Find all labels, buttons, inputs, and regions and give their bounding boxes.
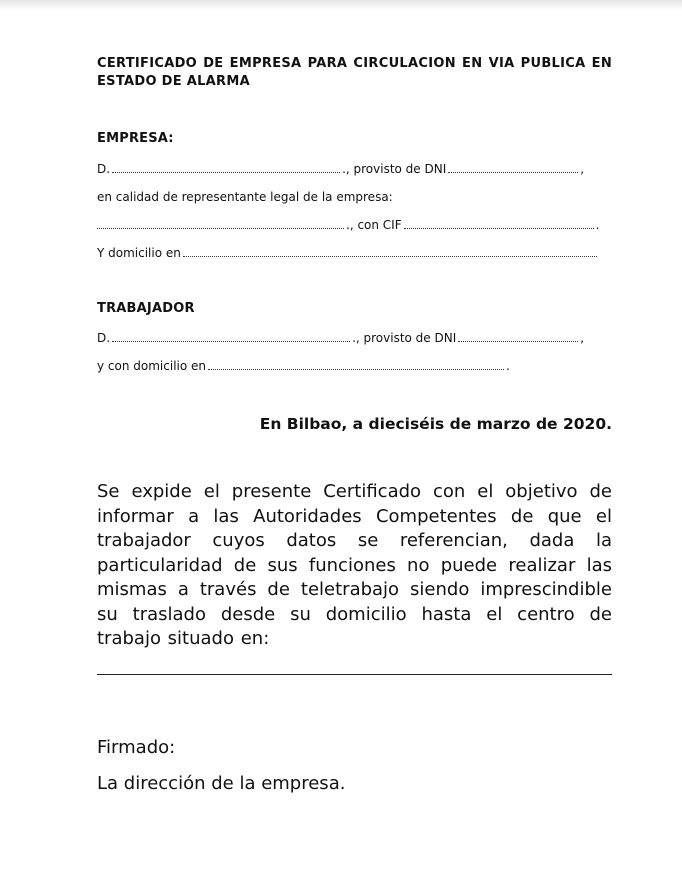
empresa-cif-suffix: . <box>595 218 600 232</box>
trabajador-name-blank[interactable] <box>112 330 350 342</box>
trabajador-dni-label: ., provisto de DNI <box>352 331 457 345</box>
trabajador-dni-blank[interactable] <box>458 330 578 342</box>
trabajador-name-prefix: D. <box>97 331 111 345</box>
trabajador-address-line <box>97 358 612 374</box>
empresa-address-label: Y domicilio en <box>97 246 181 260</box>
certificate-body: Se expide el presente Certificado con el objetivo de informar a las Autoridades Competentes de que el trabajador cuyos datos se referencian, dada la particularidad de sus funciones no puede realizar las mismas a través de teletrabajo siendo imprescindible su traslado desde su domicilio hasta el centro de trabajo situado en: <box>97 481 612 649</box>
empresa-dni-suffix: , <box>580 162 585 176</box>
empresa-dni-blank[interactable] <box>448 161 578 173</box>
empresa-address-blank[interactable] <box>183 245 597 257</box>
document-title: CERTIFICADO DE EMPRESA PARA CIRCULACION EN VIA PUBLICA EN ESTADO DE ALARMA <box>97 56 612 89</box>
trabajador-address-label: y con domicilio en <box>97 359 207 373</box>
empresa-company-line <box>97 217 612 233</box>
trabajador-heading: TRABAJADOR <box>97 301 195 316</box>
empresa-representative-name-blank[interactable] <box>112 161 340 173</box>
empresa-company-name-blank[interactable] <box>97 217 344 229</box>
page-top-shadow <box>0 0 682 10</box>
trabajador-address-blank[interactable] <box>208 358 504 370</box>
empresa-dni-label: ., provisto de DNI <box>342 162 447 176</box>
workplace-address-blank-line[interactable] <box>97 674 612 675</box>
empresa-name-prefix: D. <box>97 162 111 176</box>
signature-entity: La dirección de la empresa. <box>97 773 346 794</box>
place-date: En Bilbao, a dieciséis de marzo de 2020. <box>259 415 612 433</box>
empresa-cif-blank[interactable] <box>404 217 594 229</box>
trabajador-address-suffix: . <box>506 359 510 373</box>
empresa-capacity-line: en calidad de representante legal de la empresa: <box>97 190 393 204</box>
empresa-representative-line <box>97 161 612 177</box>
empresa-heading: EMPRESA: <box>97 131 174 146</box>
trabajador-name-line <box>97 330 612 346</box>
empresa-cif-label: ., con CIF <box>346 218 402 232</box>
empresa-address-line <box>97 245 612 261</box>
signature-label: Firmado: <box>97 737 176 758</box>
trabajador-dni-suffix: , <box>580 331 585 345</box>
